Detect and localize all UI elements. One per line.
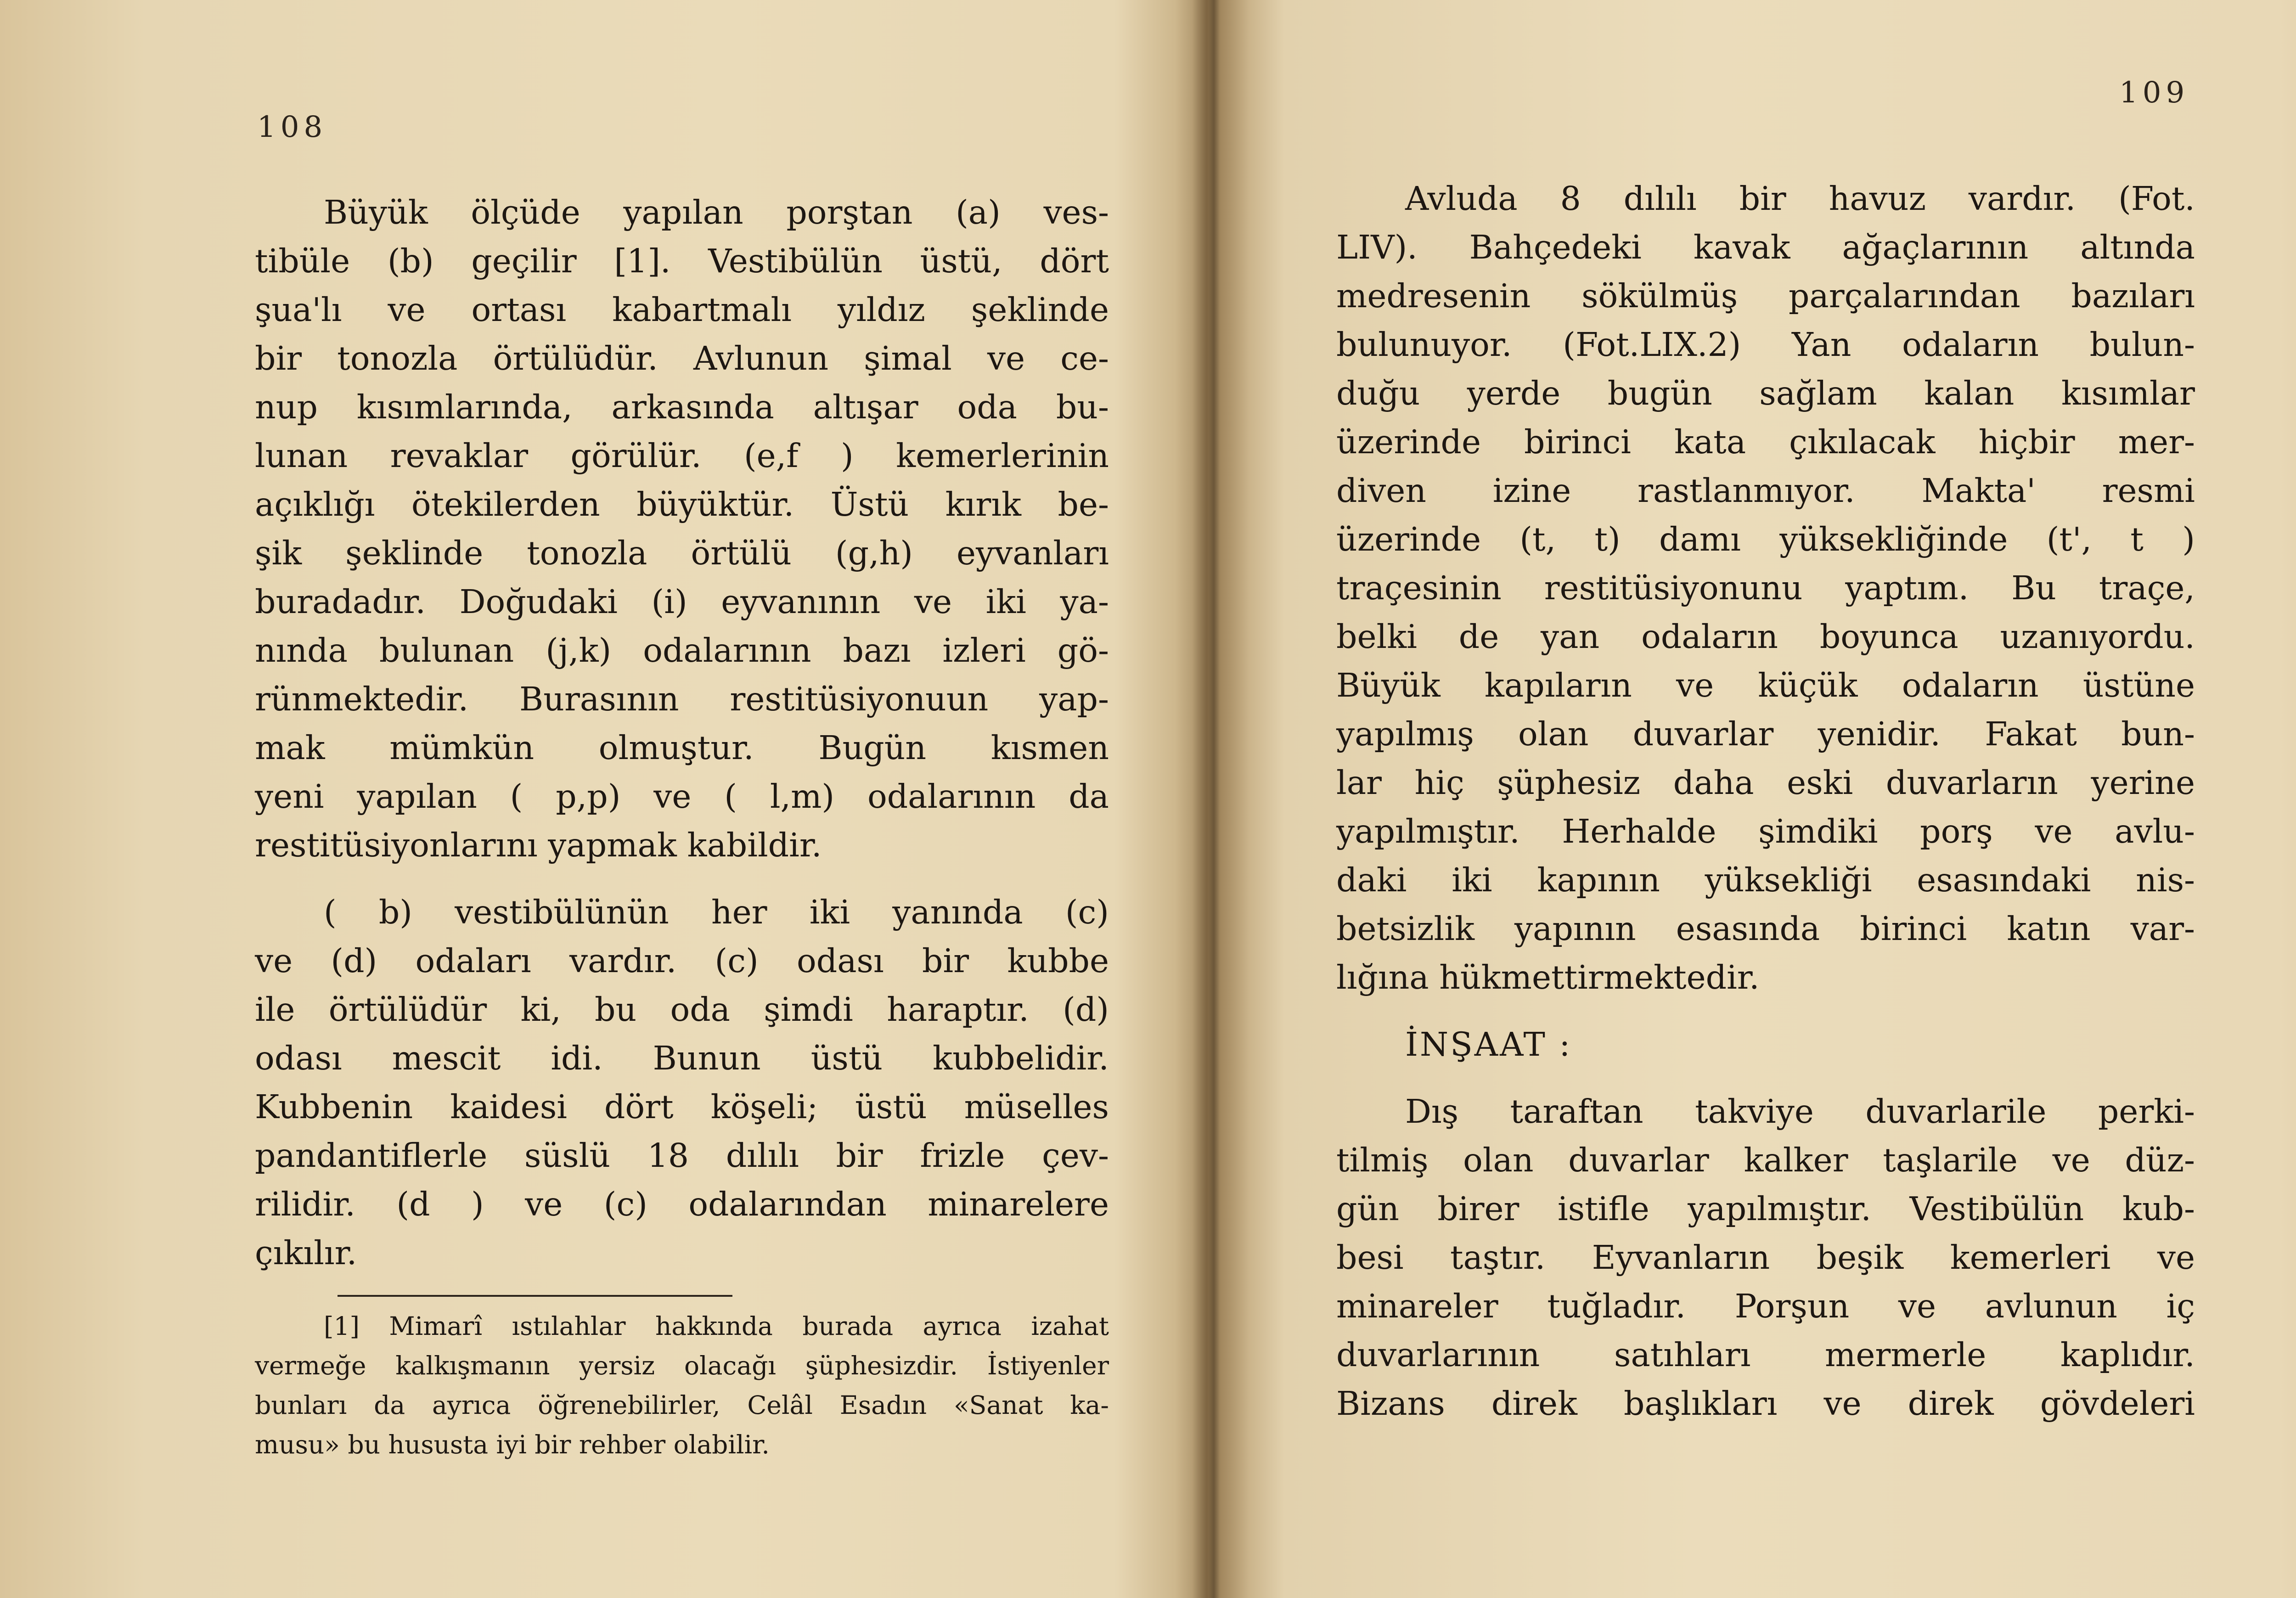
text-line: Kubbenin kaidesi dört köşeli; üstü müselles	[255, 1088, 1109, 1126]
text-line: traçesinin restitüsiyonunu yaptım. Bu traçe,	[1336, 569, 2195, 607]
text-line: lar hiç şüphesiz daha eski duvarların yerine	[1336, 764, 2195, 802]
text-line: ( b) vestibülünün her iki yanında (c)	[324, 893, 1109, 931]
text-line: bulunuyor. (Fot.LIX.2) Yan odaların bulun-	[1336, 326, 2195, 364]
text-line: duğu yerde bugün sağlam kalan kısımlar	[1336, 374, 2195, 412]
text-line: LIV). Bahçedeki kavak ağaçlarının altında	[1336, 228, 2195, 266]
text-line: belki de yan odaların boyunca uzanıyordu.	[1336, 618, 2195, 656]
footnote-line: bunları da ayrıca öğrenebilirler, Celâl Esadın «Sanat ka-	[255, 1390, 1109, 1420]
text-line: yapılmıştır. Herhalde şimdiki porş ve avlu-	[1336, 812, 2195, 850]
text-line: tilmiş olan duvarlar kalker taşlarile ve düz-	[1336, 1141, 2195, 1179]
text-line: mak mümkün olmuştur. Bugün kısmen	[255, 729, 1109, 767]
text-line: lığına hükmettirmektedir.	[1336, 958, 1760, 996]
right-page	[1212, 0, 2296, 1598]
text-line: medresenin sökülmüş parçalarından bazıları	[1336, 277, 2195, 315]
footnote	[255, 1306, 1109, 1464]
text-line: diven izine rastlanmıyor. Makta' resmi	[1336, 472, 2195, 510]
text-line: Büyük ölçüde yapılan porştan (a) ves-	[324, 193, 1109, 231]
section-heading: İNŞAAT :	[1405, 1025, 1572, 1063]
text-line: bir tonozla örtülüdür. Avlunun şimal ve ce-	[255, 339, 1109, 377]
text-line: tibüle (b) geçilir [1]. Vestibülün üstü, dört	[255, 242, 1109, 280]
text-line: rilidir. (d ) ve (c) odalarından minarelere	[255, 1185, 1109, 1223]
text-line: nında bulunan (j,k) odalarının bazı izleri gö-	[255, 631, 1109, 670]
text-line: daki iki kapının yüksekliği esasındaki nis-	[1336, 861, 2195, 899]
text-line: restitüsiyonlarını yapmak kabildir.	[255, 826, 822, 864]
text-line: minareler tuğladır. Porşun ve avlunun iç	[1336, 1287, 2195, 1325]
right-body-text	[1336, 174, 2195, 1428]
text-line: gün birer istifle yapılmıştır. Vestibülün kub-	[1336, 1190, 2195, 1228]
text-line: odası mescit idi. Bunun üstü kubbelidir.	[255, 1039, 1109, 1077]
text-line: buradadır. Doğudaki (i) eyvanının ve iki ya-	[255, 583, 1109, 621]
text-line: Dış taraftan takviye duvarlarile perki-	[1405, 1092, 2195, 1131]
text-line: betsizlik yapının esasında birinci katın var-	[1336, 910, 2195, 948]
text-line: çıkılır.	[255, 1234, 357, 1272]
footnote-line: [1] Mimarî ıstılahlar hakkında burada ayrıca izahat	[324, 1311, 1109, 1341]
left-body-text	[255, 188, 1109, 1277]
text-line: lunan revaklar görülür. (e,f ) kemerlerinin	[255, 437, 1109, 475]
text-line: Bizans direk başlıkları ve direk gövdeleri	[1336, 1384, 2195, 1423]
footnote-line: vermeğe kalkışmanın yersiz olacağı şüphesizdir. İstiyenler	[255, 1351, 1109, 1380]
footnote-line: musu» bu hususta iyi bir rehber olabilir.	[255, 1430, 770, 1459]
text-line: besi taştır. Eyvanların beşik kemerleri ve	[1336, 1238, 2195, 1277]
text-line: yeni yapılan ( p,p) ve ( l,m) odalarının da	[255, 777, 1109, 816]
text-line: şua'lı ve ortası kabartmalı yıldız şeklinde	[255, 291, 1109, 329]
page-number-right: 109	[2119, 76, 2189, 110]
text-line: açıklığı ötekilerden büyüktür. Üstü kırık be-	[255, 485, 1109, 523]
text-line: şik şeklinde tonozla örtülü (g,h) eyvanları	[255, 534, 1109, 572]
text-line: üzerinde (t, t) damı yüksekliğinde (t', t )	[1336, 520, 2195, 558]
text-line: Büyük kapıların ve küçük odaların üstüne	[1336, 666, 2195, 704]
text-line: rünmektedir. Burasının restitüsiyonuun yap-	[255, 680, 1109, 718]
text-line: üzerinde birinci kata çıkılacak hiçbir mer-	[1336, 423, 2195, 461]
text-line: nup kısımlarında, arkasında altışar oda bu-	[255, 388, 1109, 426]
footnote-rule	[338, 1295, 732, 1297]
text-line: Avluda 8 dılılı bir havuz vardır. (Fot.	[1405, 180, 2195, 218]
text-line: yapılmış olan duvarlar yenidir. Fakat bun-	[1336, 715, 2195, 753]
text-line: pandantiflerle süslü 18 dılılı bir frizle çev-	[255, 1137, 1109, 1175]
text-line: ile örtülüdür ki, bu oda şimdi haraptır. (d)	[255, 990, 1109, 1029]
text-line: duvarlarının satıhları mermerle kaplıdır.	[1336, 1336, 2195, 1374]
page-number-left: 108	[257, 110, 327, 144]
text-line: ve (d) odaları vardır. (c) odası bir kubbe	[255, 942, 1109, 980]
